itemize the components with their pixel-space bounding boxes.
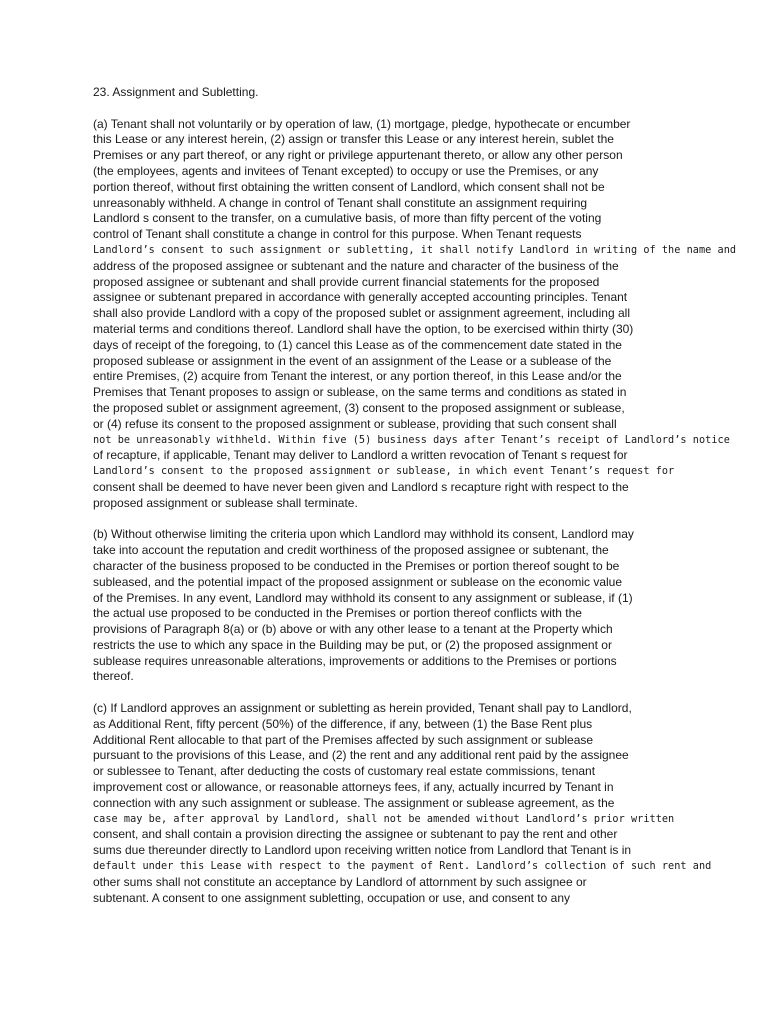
paragraph-a-line: the proposed sublet or assignment agreement, (3) consent to the proposed assignment or sublease,: [93, 400, 625, 415]
paragraph-a-line: proposed sublease or assignment in the event of an assignment of the Lease or a sublease of the: [93, 353, 612, 368]
paragraph-a-line: Landlord s consent to the transfer, on a cumulative basis, of more than fifty percent of the voting: [93, 211, 602, 226]
spacer: [93, 101, 678, 117]
paragraph-a-line: consent shall be deemed to have never been given and Landlord s recapture right with respect to the: [93, 479, 629, 494]
paragraph-a-line: assignee or subtenant prepared in accordance with generally accepted accounting principles. Tenant: [93, 290, 628, 305]
paragraph-a-line: unreasonably withheld. A change in control of Tenant shall constitute an assignment requiring: [93, 195, 588, 210]
paragraph-a-line: address of the proposed assignee or subtenant and the nature and character of the business of the: [93, 258, 619, 273]
paragraph-b-line: (b) Without otherwise limiting the criteria upon which Landlord may withhold its consent, Landlord may: [93, 527, 634, 542]
paragraph-a-line: material terms and conditions thereof. Landlord shall have the option, to be exercised within thirty (30): [93, 321, 634, 336]
paragraph-b-line: sublease requires unreasonable alterations, improvements or additions to the Premises or portions: [93, 653, 617, 668]
paragraph-a-line: Premises or any part thereof, or any right or privilege appurtenant thereto, or allow any other person: [93, 148, 623, 163]
paragraph-a-line: portion thereof, without first obtaining the written consent of Landlord, which consent shall not be: [93, 179, 605, 194]
document-page: [93, 85, 737, 906]
paragraph-a-line: shall also provide Landlord with a copy of the proposed sublet or assignment agreement, including all: [93, 306, 630, 321]
paragraph-c-line: or sublessee to Tenant, after deducting the costs of customary real estate commissions, tenant: [93, 764, 596, 779]
paragraph-b-line: the actual use proposed to be conducted in the Premises or portion thereof conflicts with the: [93, 606, 582, 621]
paragraph-a-line: proposed assignment or sublease shall terminate.: [93, 495, 358, 510]
paragraph-c-line: (c) If Landlord approves an assignment or subletting as herein provided, Tenant shall pay to Landlord,: [93, 701, 632, 716]
paragraph-a-line: Landlord’s consent to the proposed assignment or sublease, in which event Tenant’s request for: [93, 466, 675, 478]
paragraph-c-line: case may be, after approval by Landlord, shall not be amended without Landlord’s prior written: [93, 813, 675, 825]
paragraph-c-line: Additional Rent allocable to that part of the Premises affected by such assignment or sublease: [93, 732, 594, 747]
paragraph-b-line: thereof.: [93, 669, 134, 684]
paragraph-b-line: provisions of Paragraph 8(a) or (b) above or with any other lease to a tenant at the Property which: [93, 622, 613, 637]
paragraph-a-line: control of Tenant shall constitute a change in control for this purpose. When Tenant requests: [93, 227, 582, 242]
paragraph-a-line: of recapture, if applicable, Tenant may deliver to Landlord a written revocation of Tenant s request for: [93, 448, 628, 463]
section-title: 23. Assignment and Subletting.: [93, 85, 259, 99]
paragraph-a-line: entire Premises, (2) acquire from Tenant the interest, or any portion thereof, in this Lease and/or the: [93, 369, 622, 384]
paragraph-a-line: Premises that Tenant proposes to assign or sublease, on the same terms and conditions as stated in: [93, 385, 627, 400]
paragraph-c-line: improvement cost or allowance, or reasonable attorneys fees, if any, actually incurred by Tenant in: [93, 780, 614, 795]
paragraph-a-line: Landlord’s consent to such assignment or subletting, it shall notify Landlord in writing of the name and: [93, 244, 737, 256]
paragraph-a-line: (a) Tenant shall not voluntarily or by operation of law, (1) mortgage, pledge, hypothecate or encumber: [93, 116, 631, 131]
paragraph-c-line: other sums shall not constitute an acceptance by Landlord of attornment by such assignee or: [93, 874, 587, 889]
paragraph-b-line: restricts the use to which any space in the Building may be put, or (2) the proposed assignment or: [93, 637, 612, 652]
paragraph-c-line: consent, and shall contain a provision directing the assignee or subtenant to pay the rent and other: [93, 827, 618, 842]
spacer: [93, 685, 678, 701]
paragraph-b-line: subleased, and the potential impact of the proposed assignment or sublease on the economic value: [93, 574, 623, 589]
paragraph-c-line: pursuant to the provisions of this Lease, and (2) the rent and any additional rent paid by the assignee: [93, 748, 629, 763]
spacer: [93, 512, 678, 528]
paragraph-c-line: sums due thereunder directly to Landlord upon receiving written notice from Landlord that Tenant is in: [93, 843, 632, 858]
paragraph-a-line: (the employees, agents and invitees of Tenant excepted) to occupy or use the Premises, or any: [93, 163, 599, 178]
paragraph-c-line: default under this Lease with respect to the payment of Rent. Landlord’s collection of such rent and: [93, 861, 712, 873]
paragraph-a-line: proposed assignee or subtenant and shall provide current financial statements for the proposed: [93, 274, 600, 289]
paragraph-a-line: days of receipt of the foregoing, to (1) cancel this Lease as of the commencement date stated in the: [93, 337, 622, 352]
paragraph-b-line: take into account the reputation and credit worthiness of the proposed assignee or subtenant, the: [93, 543, 609, 558]
paragraph-c-line: as Additional Rent, fifty percent (50%) of the difference, if any, between (1) the Base Rent plus: [93, 716, 593, 731]
paragraph-c-line: connection with any such assignment or sublease. The assignment or sublease agreement, as the: [93, 795, 615, 810]
paragraph-a-line: not be unreasonably withheld. Within five (5) business days after Tenant’s receipt of Landlord’s notice: [93, 434, 730, 446]
paragraph-a: [93, 116, 737, 512]
paragraph-b-line: of the Premises. In any event, Landlord may withhold its consent to any assignment or sublease, if (1): [93, 590, 633, 605]
paragraph-c-line: subtenant. A consent to one assignment subletting, occupation or use, and consent to any: [93, 890, 570, 905]
paragraph-a-line: this Lease or any interest herein, (2) assign or transfer this Lease or any interest herein, sublet the: [93, 132, 614, 147]
paragraph-b: [93, 527, 678, 685]
paragraph-a-line: or (4) refuse its consent to the proposed assignment or sublease, providing that such consent shall: [93, 416, 617, 431]
paragraph-c: [93, 701, 712, 906]
paragraph-b-line: character of the business proposed to be conducted in the Premises or portion thereof sought to be: [93, 558, 620, 573]
